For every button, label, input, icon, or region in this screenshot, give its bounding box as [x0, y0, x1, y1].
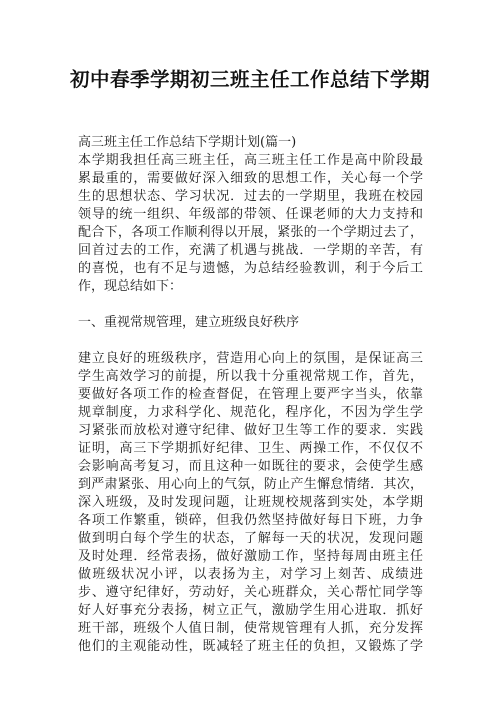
- paragraph-line: 深入班级，及时发现问题，让班规校规落到实处，本学期: [78, 495, 423, 510]
- paragraph-line: 班干部，班级个人值日制，使常规管理有人抓，充分发挥: [78, 621, 423, 636]
- paragraph-line: 领导的统一组织、年级部的带领、任课老师的大力支持和: [78, 207, 423, 222]
- paragraph-line: 好人好事充分表扬，树立正气，激励学生用心进取．抓好: [78, 603, 423, 618]
- document-subtitle: 高三班主任工作总结下学期计划(篇一): [78, 135, 297, 150]
- paragraph-line: 建立良好的班级秩序，营造用心向上的氛围，是保证高三: [78, 351, 423, 366]
- paragraph-intro: [78, 152, 423, 296]
- spacer: [78, 332, 423, 350]
- paragraph-line: 步、遵守纪律好，劳动好，关心班群众，关心帮忙同学等: [78, 585, 423, 600]
- paragraph-line: 学生高效学习的前提，所以我十分重视常规工作，首先，: [78, 369, 423, 384]
- paragraph-line: 要做好各项工作的检查督促，在管理上要严字当头，依靠: [78, 387, 423, 402]
- paragraph-line: 规章制度，力求科学化、规范化，程序化，不因为学生学: [78, 405, 423, 420]
- document-title: 初中春季学期初三班主任工作总结下学期: [69, 68, 430, 91]
- paragraph-line: 累最重的，需要做好深入细致的思想工作，关心每一个学: [78, 171, 423, 186]
- paragraph-line: 配合下，各项工作顺利得以开展，紧张的一个学期过去了，: [78, 225, 423, 240]
- paragraph-line: 到严肃紧张、用心向上的气氛，防止产生懈怠情绪．其次，: [78, 477, 423, 492]
- paragraph-line: 证明，高三下学期抓好纪律、卫生、两操工作，不仅仅不: [78, 441, 423, 456]
- paragraph-line: 本学期我担任高三班主任，高三班主任工作是高中阶段最: [78, 153, 423, 168]
- paragraph-line: 作，现总结如下：: [78, 279, 183, 294]
- paragraph-line: 生的思想状态、学习状况．过去的一学期里，我班在校园: [78, 189, 423, 204]
- spacer: [78, 296, 423, 314]
- document-body: [78, 134, 423, 656]
- paragraph-section1: [78, 350, 423, 656]
- paragraph-line: 他们的主观能动性，既减轻了班主任的负担，又锻炼了学: [78, 639, 423, 654]
- paragraph-line: 回首过去的工作，充满了机遇与挑战．一学期的辛苦，有: [78, 243, 423, 258]
- paragraph-line: 的喜悦，也有不足与遗憾，为总结经验教训，利于今后工: [78, 261, 423, 276]
- paragraph-line: 会影响高考复习，而且这种一如既往的要求，会使学生感: [78, 459, 423, 474]
- paragraph-line: 做到明白每个学生的状态，了解每一天的状况，发现问题: [78, 531, 423, 546]
- section-heading: 一、重视常规管理，建立班级良好秩序: [78, 315, 300, 330]
- paragraph-line: 各项工作繁重，锁碎，但我仍然坚持做好每日下班，力争: [78, 513, 423, 528]
- paragraph-line: 做班级状况小评，以表扬为主，对学习上刻苦、成绩进: [78, 567, 423, 582]
- paragraph-line: 及时处理．经常表扬，做好激励工作，坚持每周由班主任: [78, 549, 423, 564]
- paragraph-line: 习紧张而放松对遵守纪律、做好卫生等工作的要求．实践: [78, 423, 423, 438]
